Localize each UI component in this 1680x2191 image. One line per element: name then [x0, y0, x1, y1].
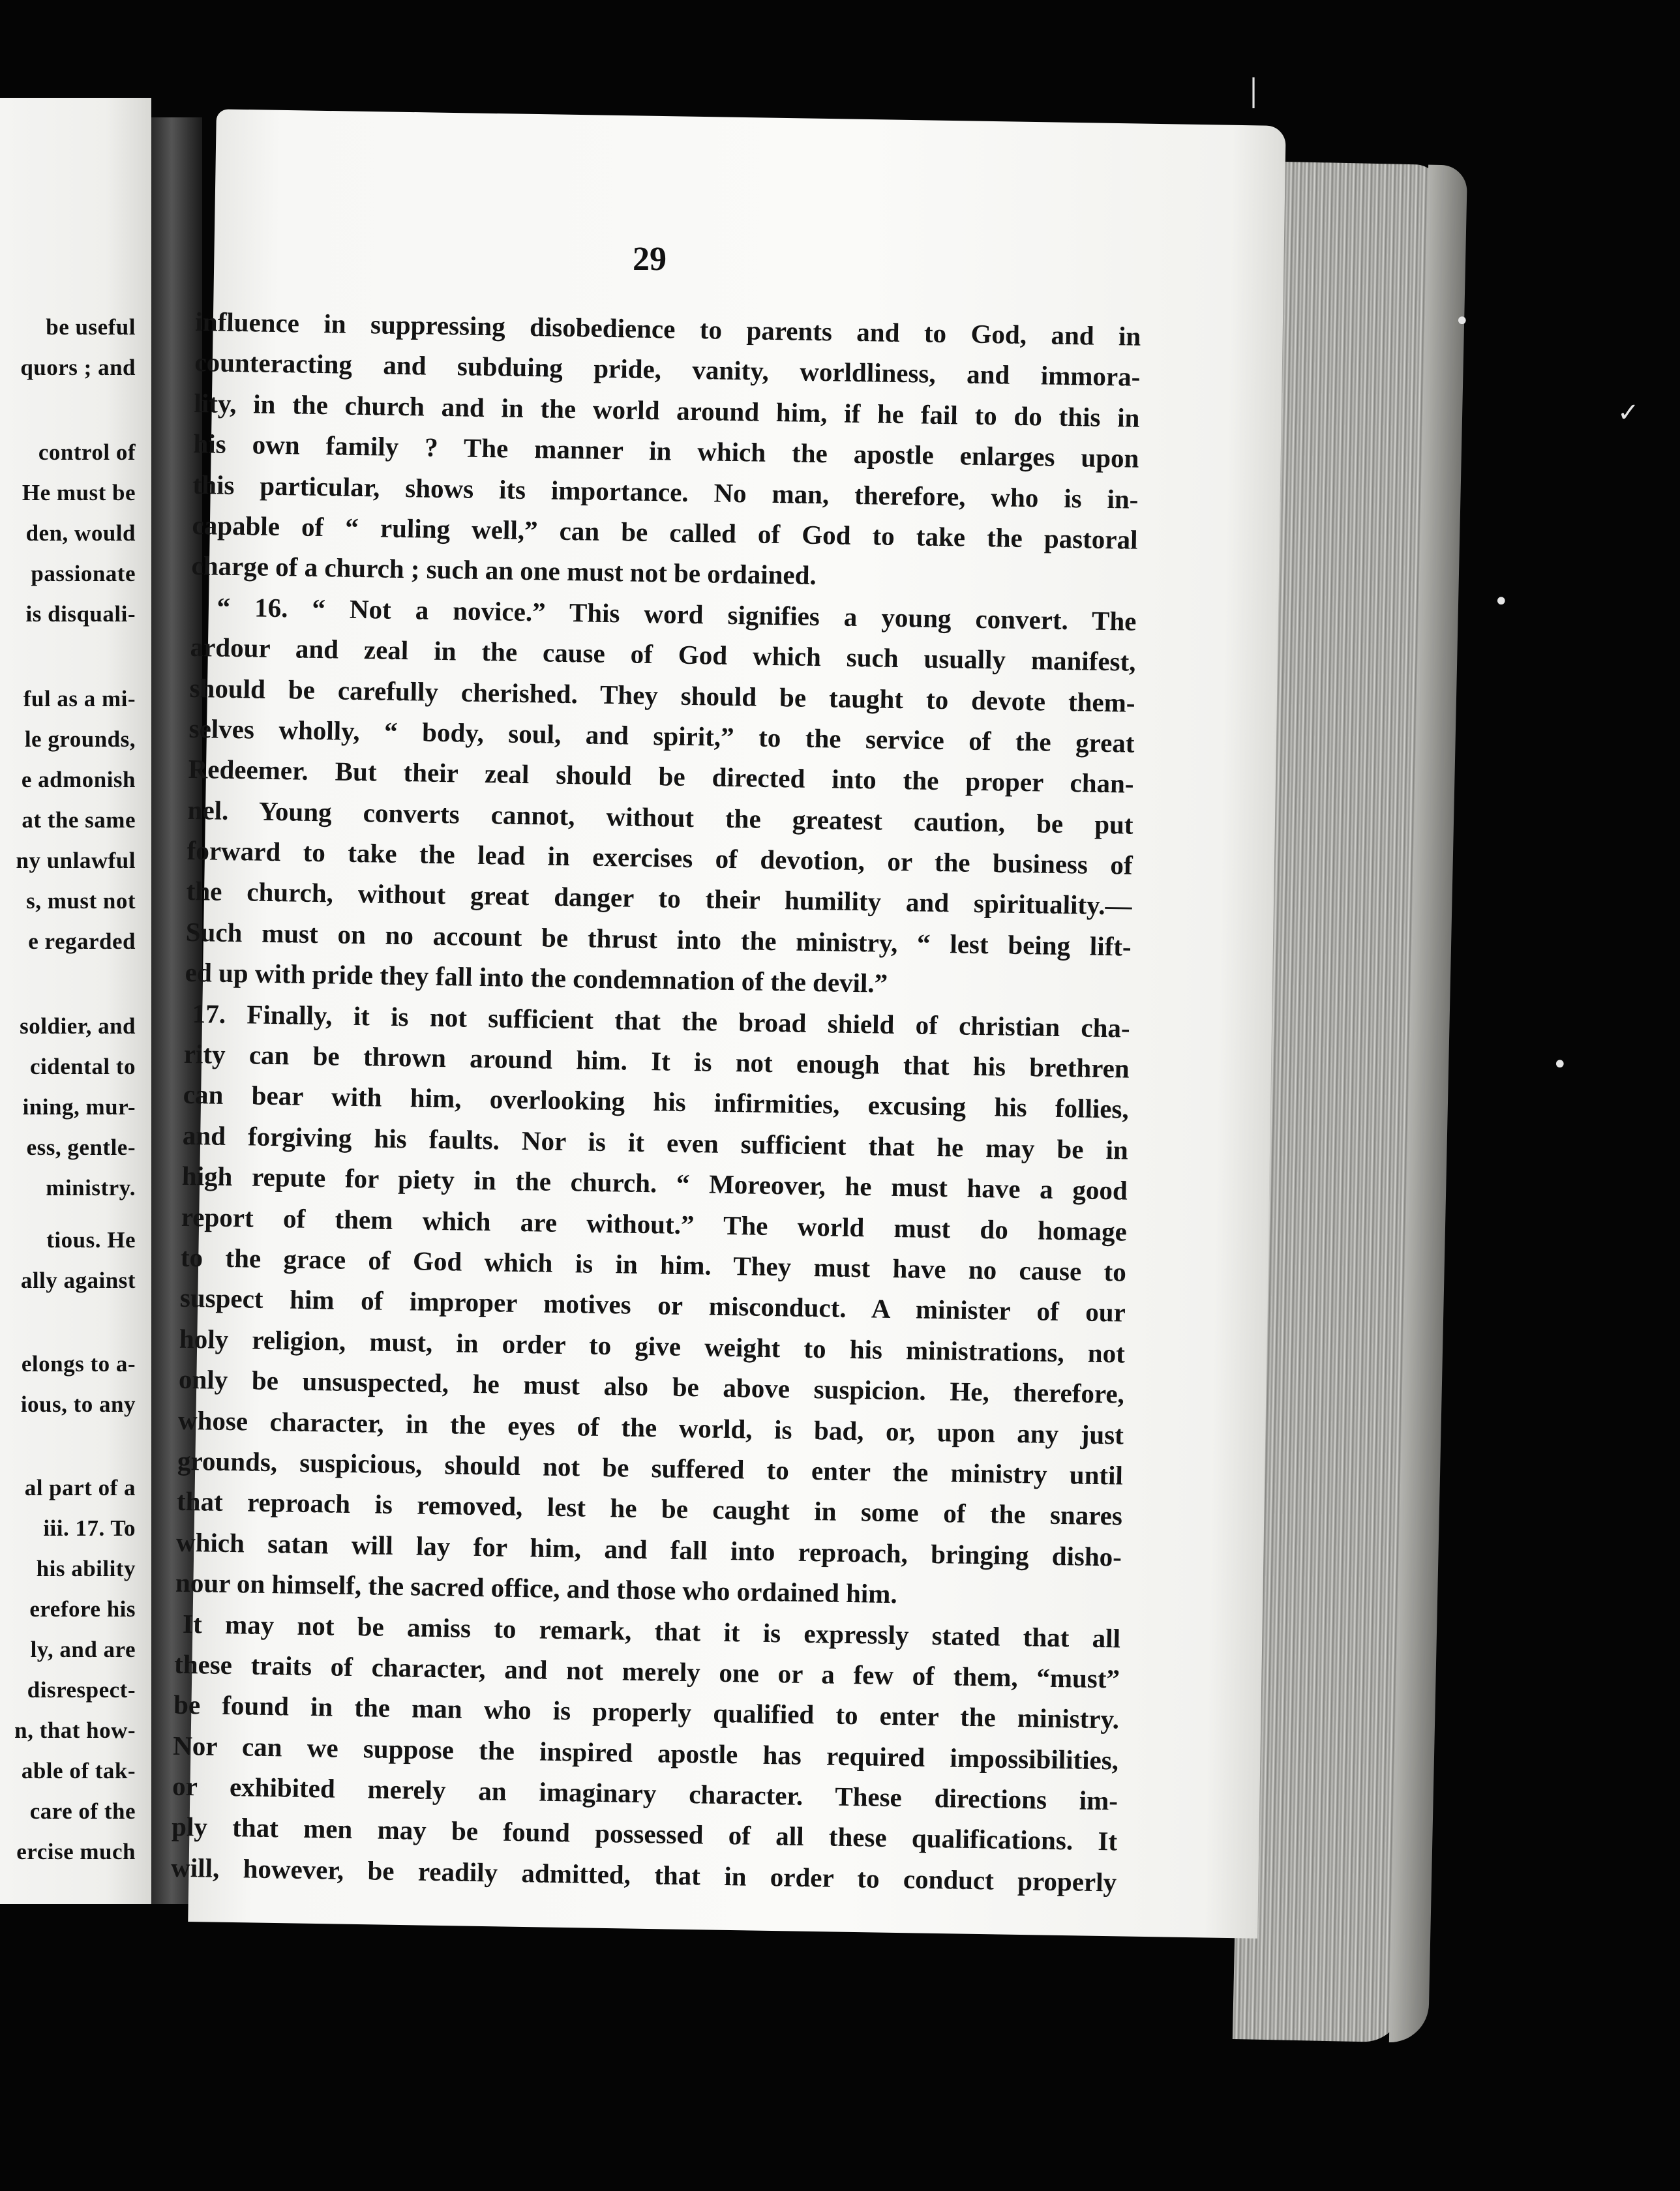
text-line: will, however, be readily admitted, that in order to conduct properly	[170, 1852, 1117, 1898]
text-line: Nor can we suppose the inspired apostle has required impossibilities,	[172, 1730, 1119, 1776]
text-line: this particular, shows its importance. No man, therefore, who is in-	[192, 469, 1139, 514]
text-line: forward to take the lead in exercises of devotion, or the business of	[187, 835, 1133, 880]
left-fragment-line: ly, and are	[30, 1637, 136, 1662]
dust-speck: •	[1454, 306, 1470, 336]
text-line: ardour and zeal in the cause of God which such usually manifest,	[190, 632, 1136, 677]
dust-speck: •	[1493, 587, 1509, 617]
left-fragment-line: s, must not	[26, 888, 136, 914]
text-line: high repute for piety in the church. “ Moreover, he must have a good	[181, 1161, 1128, 1206]
text-line: nel. Young converts cannot, without the greatest caution, be put	[187, 794, 1133, 840]
left-fragment-line: ining, mur-	[22, 1094, 136, 1120]
text-line: lity, in the church and in the world around him, if he fail to do this in	[194, 387, 1140, 433]
left-page-fragment	[0, 98, 151, 1904]
left-fragment-line: iii. 17. To	[43, 1515, 136, 1541]
text-line: to the grace of God which is in him. They must have no cause to	[180, 1242, 1127, 1287]
text-line: his own family ? The manner in which the apostle enlarges upon	[193, 428, 1139, 473]
text-line: influence in suppressing disobedience to parents and to God, and in	[195, 306, 1141, 351]
text-line: the church, without great danger to their humility and spirituality.—	[186, 876, 1132, 921]
left-fragment-line: at the same	[22, 807, 136, 833]
text-line: and forgiving his faults. Nor is it even sufficient that he may be in	[182, 1120, 1129, 1165]
left-fragment-line: disrespect-	[27, 1677, 136, 1703]
text-line: only be unsuspected, he must also be above suspicion. He, therefore,	[178, 1364, 1125, 1409]
text-line: which satan will lay for him, and fall into reproach, bringing disho-	[175, 1527, 1122, 1572]
left-fragment-line: passionate	[31, 561, 136, 586]
left-fragment-line: care of the	[29, 1798, 136, 1824]
left-fragment-line: ally against	[20, 1268, 136, 1293]
left-fragment-line: al part of a	[24, 1475, 136, 1500]
left-fragment-line: elongs to a-	[21, 1351, 136, 1377]
left-fragment-line: le grounds,	[24, 726, 136, 752]
text-line: holy religion, must, in order to give weight to his ministrations, not	[179, 1323, 1126, 1369]
text-line: grounds, suspicious, should not be suffered to enter the ministry until	[177, 1445, 1124, 1491]
left-fragment-line: ious, to any	[20, 1392, 136, 1417]
text-line: nour on himself, the sacred office, and those who ordained him.	[175, 1567, 898, 1609]
dust-speck: │	[1246, 78, 1262, 108]
left-fragment-line: erefore his	[29, 1596, 136, 1622]
left-fragment-line: ess, gentle-	[26, 1135, 136, 1160]
text-line: ply that men may be found possessed of all these qualifications. It	[171, 1811, 1118, 1856]
left-fragment-line: ministry.	[46, 1175, 136, 1200]
text-line: selves wholly, “ body, soul, and spirit,” to the service of the great	[188, 713, 1135, 758]
text-line: “ 16. “ Not a novice.” This word signifies a young convert. The	[217, 591, 1137, 636]
dust-speck: ✓	[1617, 398, 1640, 428]
left-fragment-line: cidental to	[29, 1054, 136, 1079]
text-line: report of them which are without.” The world must do homage	[181, 1201, 1128, 1247]
left-fragment-line: is disquali-	[25, 601, 136, 627]
text-line: charge of a church ; such an one must not be ordained.	[191, 550, 817, 591]
text-line: whose character, in the eyes of the world, is bad, or, upon any just	[177, 1405, 1124, 1450]
text-line: should be carefully cherished. They should be taught to devote them-	[189, 672, 1135, 718]
text-line: that reproach is removed, lest he be caught in some of the snares	[176, 1486, 1123, 1531]
left-fragment-line: He must be	[22, 480, 136, 505]
left-fragment-line: den, would	[25, 520, 136, 546]
left-fragment-line: control of	[38, 440, 136, 465]
left-fragment-line: ful as a mi-	[23, 686, 136, 711]
left-fragment-line: e admonish	[21, 767, 136, 792]
text-line: rity can be thrown around him. It is not enough that his brethren	[183, 1038, 1130, 1084]
text-line: counteracting and subduing pride, vanity, worldliness, and immora-	[194, 347, 1141, 393]
text-line: or exhibited merely an imaginary character. These directions im-	[172, 1770, 1118, 1816]
page-body-text	[171, 301, 1141, 1903]
left-fragment-line: his ability	[36, 1556, 136, 1581]
left-fragment-line: tious. He	[46, 1227, 136, 1253]
text-line: ed up with pride they fall into the condemnation of the devil.”	[185, 957, 888, 999]
left-fragment-line: be useful	[46, 314, 136, 340]
text-line: capable of “ ruling well,” can be called of God to take the pastoral	[192, 509, 1138, 555]
text-line: It may not be amiss to remark, that it is expressly stated that all	[182, 1608, 1121, 1654]
text-line: suspect him of improper motives or misconduct. A minister of our	[179, 1283, 1126, 1328]
left-fragment-line: able of tak-	[21, 1758, 136, 1783]
text-line: be found in the man who is properly qualified to enter the ministry.	[173, 1690, 1120, 1735]
page-number: 29	[633, 241, 667, 278]
left-fragment-line: quors ; and	[20, 355, 136, 380]
text-line: Such must on no account be thrust into the ministry, “ lest being lift-	[185, 916, 1132, 962]
text-line: 17. Finally, it is not sufficient that the broad shield of christian cha-	[192, 998, 1131, 1043]
left-fragment-line: ercise much	[16, 1839, 136, 1864]
left-fragment-line: ny unlawful	[16, 848, 136, 873]
left-fragment-line: e regarded	[28, 929, 136, 954]
text-line: can bear with him, overlooking his infirmities, excusing his follies,	[183, 1079, 1130, 1125]
text-line: these traits of character, and not merely one or a few of them, “must”	[173, 1648, 1120, 1694]
left-fragment-line: soldier, and	[20, 1013, 136, 1039]
text-line: Redeemer. But their zeal should be directed into the proper chan-	[188, 754, 1134, 799]
left-fragment-line: n, that how-	[14, 1718, 136, 1743]
dust-speck: •	[1552, 1050, 1568, 1080]
